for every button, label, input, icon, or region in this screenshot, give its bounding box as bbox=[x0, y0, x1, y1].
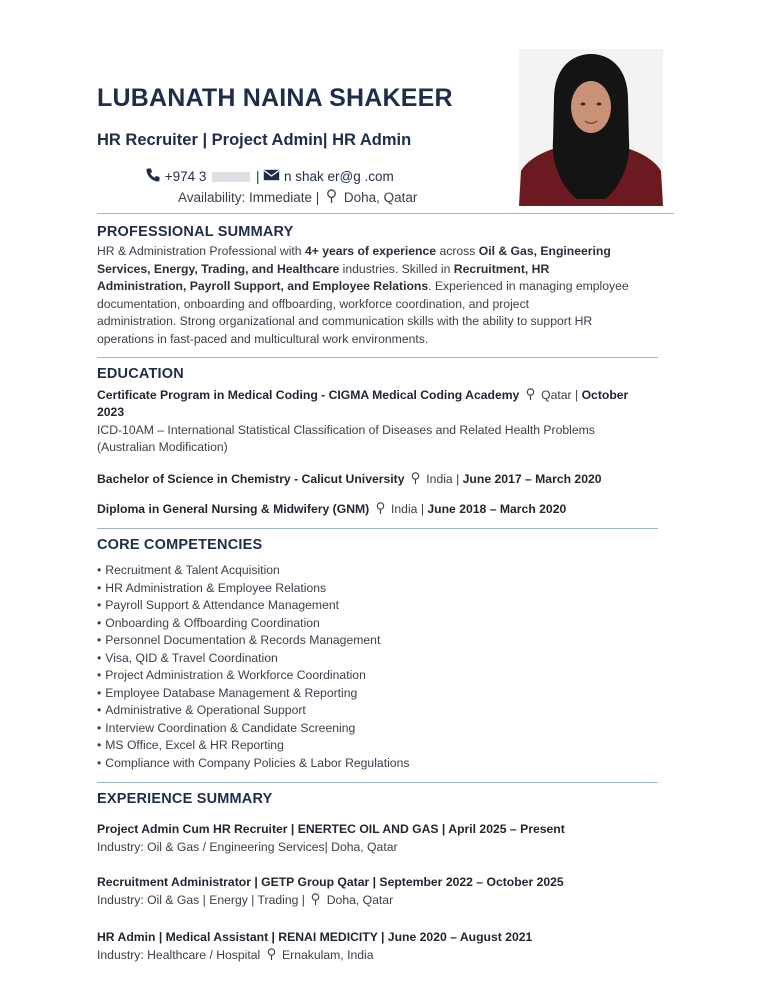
summary-text: HR & Administration Professional with 4+ years of experience across Oil & Gas, Engineering Services, Energy, Trading, and Healthcare industries. Skilled in Recruitment, HR Administration, Payroll Support, and Employee Relations. Experienced in managing employee documentation, onboarding and offboarding, workforce coordination, and project administration. Strong organizational and communication skills with the ability to support HR operations in fast-paced and multicultural work environments. bbox=[97, 244, 629, 346]
list-item: • Administrative & Operational Support bbox=[97, 702, 409, 720]
location-pin-icon bbox=[411, 472, 420, 484]
experience-item-3-industry: Industry: Healthcare / Hospital Ernakulam, India bbox=[97, 948, 374, 962]
experience-item-1-title: Project Admin Cum HR Recruiter | ENERTEC OIL AND GAS | April 2025 – Present bbox=[97, 822, 565, 836]
section-heading-competencies: CORE COMPETENCIES bbox=[97, 537, 263, 553]
email-address[interactable]: n shak er@g .com bbox=[284, 169, 394, 184]
education-item-1-date: 2023 bbox=[97, 405, 125, 419]
location-pin-icon bbox=[311, 893, 320, 905]
section-heading-summary: PROFESSIONAL SUMMARY bbox=[97, 224, 294, 240]
list-item: • Payroll Support & Attendance Management bbox=[97, 597, 409, 615]
list-item: • Visa, QID & Travel Coordination bbox=[97, 650, 409, 668]
experience-item-2-title: Recruitment Administrator | GETP Group Qatar | September 2022 – October 2025 bbox=[97, 875, 564, 889]
section-heading-education: EDUCATION bbox=[97, 366, 184, 382]
redacted-block bbox=[212, 172, 250, 182]
list-item: • Employee Database Management & Reporting bbox=[97, 685, 409, 703]
list-item: • Compliance with Company Policies & Labor Regulations bbox=[97, 755, 409, 773]
candidate-name: LUBANATH NAINA SHAKEER bbox=[97, 84, 453, 112]
phone-number: +974 3 bbox=[164, 169, 207, 184]
experience-item-2-industry: Industry: Oil & Gas | Energy | Trading | Doha, Qatar bbox=[97, 893, 394, 907]
experience-item-1-industry: Industry: Oil & Gas / Engineering Services| Doha, Qatar bbox=[97, 840, 398, 854]
divider bbox=[97, 782, 658, 783]
education-item-1-desc: (Australian Modification) bbox=[97, 440, 228, 454]
candidate-role: HR Recruiter | Project Admin| HR Admin bbox=[97, 131, 412, 149]
competencies-list bbox=[97, 562, 409, 772]
list-item: • Onboarding & Offboarding Coordination bbox=[97, 615, 409, 633]
list-item: • HR Administration & Employee Relations bbox=[97, 580, 409, 598]
list-item: • Interview Coordination & Candidate Screening bbox=[97, 720, 409, 738]
location-pin-icon bbox=[267, 948, 276, 960]
divider bbox=[97, 528, 658, 529]
list-item: • Personnel Documentation & Records Management bbox=[97, 632, 409, 650]
profile-photo bbox=[519, 49, 663, 206]
phone-icon bbox=[145, 167, 161, 186]
contact-line bbox=[145, 167, 394, 186]
availability: Availability: Immediate | bbox=[178, 190, 320, 205]
education-item-3: Diploma in General Nursing & Midwifery (GNM) India | June 2018 – March 2020 bbox=[97, 502, 567, 516]
section-heading-experience: EXPERIENCE SUMMARY bbox=[97, 791, 273, 807]
education-item-1-desc: ICD-10AM – International Statistical Classification of Diseases and Related Health Problems bbox=[97, 423, 595, 437]
list-item: • MS Office, Excel & HR Reporting bbox=[97, 737, 409, 755]
location-pin-icon bbox=[526, 388, 535, 400]
list-item: • Recruitment & Talent Acquisition bbox=[97, 562, 409, 580]
location-pin-icon bbox=[376, 502, 385, 514]
education-item-1: Certificate Program in Medical Coding - CIGMA Medical Coding Academy Qatar | October bbox=[97, 388, 629, 402]
location: Doha, Qatar bbox=[343, 190, 418, 205]
list-item: • Project Administration & Workforce Coordination bbox=[97, 667, 409, 685]
education-item-2: Bachelor of Science in Chemistry - Calicut University India | June 2017 – March 2020 bbox=[97, 472, 602, 486]
location-pin-icon bbox=[326, 189, 337, 203]
experience-item-3-title: HR Admin | Medical Assistant | RENAI MEDICITY | June 2020 – August 2021 bbox=[97, 930, 533, 944]
divider bbox=[97, 213, 674, 214]
email-icon bbox=[263, 169, 280, 184]
availability-line bbox=[178, 189, 417, 205]
separator: | bbox=[255, 169, 260, 184]
divider bbox=[97, 357, 658, 358]
